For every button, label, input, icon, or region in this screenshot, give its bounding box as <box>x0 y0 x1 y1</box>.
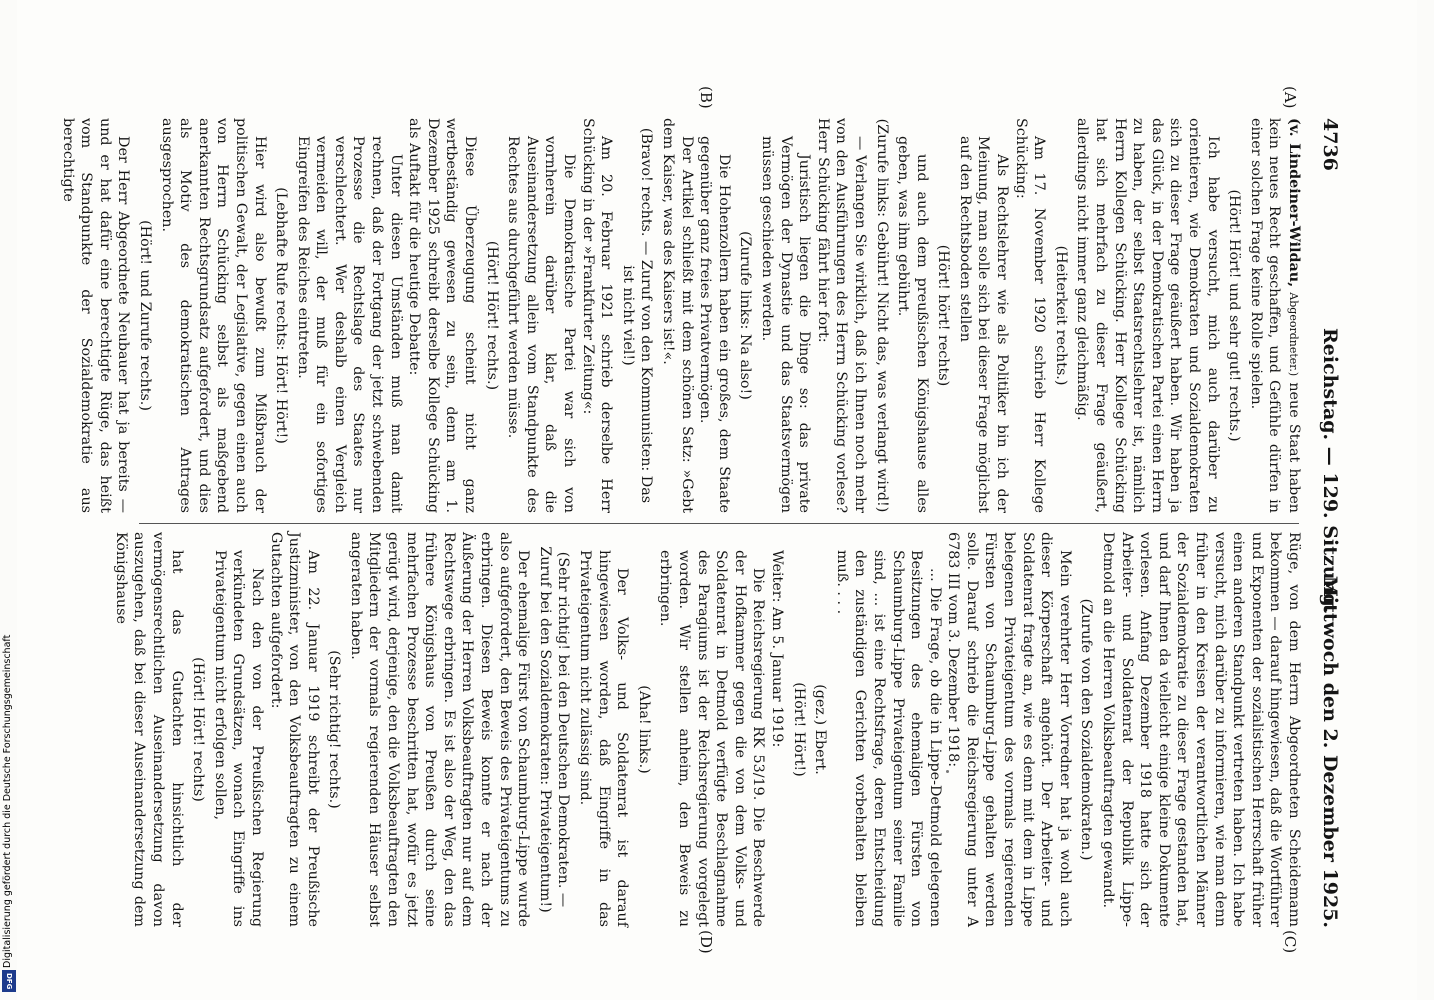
interjection: (Sehr richtig! bei den Deutschen Demokraten. — Zuruf bei den Sozialdemokraten: Privateigentum!) <box>536 546 572 913</box>
page-number: 4736 <box>1319 118 1341 171</box>
interjection: (gez.) Ebert. <box>812 684 829 775</box>
quotation: und auch dem preußischen Königshause alles geben, was ihm gebührt. <box>895 136 930 513</box>
interjection: (Sehr richtig! rechts.) <box>326 650 343 809</box>
page-header <box>1311 118 1341 928</box>
quotation: Die Reichsregierung RK 53/19. Die Beschwerde der Hofkammer gegen die von dem Volks- und Soldatenrat in Detmold verfügte Beschlagnahme des Paragiums ist der Reichsregierung vorgelegt worden. Wir stellen anheim, den Beweis zu erbringen. <box>657 550 767 927</box>
header-date: Mittwoch den 2. Dezember 1925. <box>1319 575 1341 928</box>
rotated-document-page <box>17 0 1417 1000</box>
column-divider <box>139 523 1299 524</box>
speaker-role: Abgeordneter.) <box>1287 287 1300 377</box>
margin-letter-b: (B) <box>697 86 715 109</box>
scan-speck <box>946 770 949 773</box>
dfg-logo: DFG <box>2 970 16 992</box>
quotation: Die Hohenzollern haben ein großes, dem Staate gegenüber ganz freies Privatvermögen. <box>697 136 732 513</box>
quotation: Als Rechtslehrer wie als Politiker bin ich der Meinung, man solle sich bei dieser Frage möglichst auf den Rechtsboden stellen <box>956 136 1011 513</box>
interjection: (Bravo! rechts. — Zuruf von den Kommunisten: Das ist nicht viel!) <box>619 127 655 504</box>
paragraph: Hier wird also bewußt zum Mißbrauch der politischen Gewalt, der Legislative, gegen einen auch von Herrn Schücking selbst als maßgebend anerkannten Rechtsgrundsatz aufgefordert, und dies als Motiv des demokratischen Antrages ausgesprochen. <box>158 118 268 513</box>
margin-letter-c: (C) <box>1281 930 1299 954</box>
interjection: (Heiterkeit rechts.) <box>1052 245 1069 386</box>
interjection: (Zurufe links: Na also!) <box>737 231 754 400</box>
paragraph: hat das Gutachten hinsichtlich der vermögensrechtlichen Auseinandersetzung davon auszugehen, daß bei dieser Auseinandersetzung dem Königshause <box>112 532 185 927</box>
interjection: (Hört! Hört! rechts.) <box>483 240 500 391</box>
interjection: (Hört! Hört! und sehr gut! rechts.) <box>1226 189 1243 442</box>
paragraph: Am 20. Februar 1921 schrieb derselbe Herr Schücking in der »Frankfurter Zeitung«: <box>579 118 615 513</box>
quotation: Die Demokratische Partei war sich von vornherein darüber klar, daß die Auseinandersetzung allein vom Standpunkte des Rechtes aus durchgeführt werden müsse. <box>505 136 578 513</box>
paragraph: Der Artikel schließt mit dem schönen Satz: »Gebt dem Kaiser, was des Kaisers ist!«. <box>660 118 695 513</box>
interjection: (Hört! Hört!) <box>790 682 807 777</box>
paragraph-text: neue Staat haben kein neues Recht geschaffen, und Gefühle dürfen in einer solchen Frage keine Rolle spielen. <box>1247 118 1302 514</box>
paragraph: Der ehemalige Fürst von Schaumburg-Lippe wurde also aufgefordert, den Beweis des Privateigentums zu erbringen. Diesen Beweis konnte er nach der Äußerung der Herren Volksbeauftragten nur auf dem Rechtswege erbringen. Es ist also der Weg, den das frühere Königshaus von Preußen durch seine mehrfachen Prozesse beschritten hat, wofür es jetzt gerügt wird, derjenige, den die Volksbeauftragten den Mitgliedern der vormals regierenden Häuser selbst angeraten haben. <box>347 532 532 927</box>
interjection: (Hört! hört! rechts) <box>935 244 952 387</box>
digitization-credit <box>1 590 17 995</box>
paragraph: Am 22. Januar 1919 schreibt der Preußische Justizminister, von den Volksbeauftragten zu einem Gutachten aufgefordert: <box>267 532 321 927</box>
header-title: Reichstag. — 129. Sitzung. <box>1319 328 1341 614</box>
interjection: (Aha! links.) <box>635 685 652 774</box>
left-text-column <box>58 118 1303 513</box>
paragraph: Diese Überzeugung scheint nicht ganz wertbeständig gewesen zu sein, denn am 1. Dezember 1925 schreibt derselbe Kollege Schücking als Auftakt für die heutige Debatte: <box>406 118 479 513</box>
paragraph: Am 17. November 1920 schrieb Herr Kollege Schücking: <box>1012 118 1048 513</box>
quotation: Der Volks- und Soldatenrat ist darauf hingewiesen worden, daß Eingriffe in das Privateigentum nicht zulässig sind. <box>577 550 631 927</box>
quotation: Juristisch liegen die Dinge so: das private Vermögen der Dynastie und das Staatsvermögen müssen geschieden werden. <box>758 136 813 513</box>
speaker-name: (v. Lindeiner-Wildau, <box>1286 118 1302 288</box>
speaker-paragraph <box>1246 118 1303 513</box>
interjection: (Hört! und Zurufe rechts.) <box>136 220 153 411</box>
interjection: (Zurufe links: Gebührt! Nicht das, was verlangt wird!) <box>873 118 890 513</box>
paragraph: Weiter: Am 5. Januar 1919: <box>768 550 785 748</box>
paragraph: Ich habe versucht, mich auch darüber zu orientieren, wie Demokraten und Sozialdemokraten sich zu dieser Frage geäußert haben. Wir haben ja das Glück, in der Demokratischen Partei einen Herrn zu haben, der selbst Staatsrechtslehrer ist, nämlich Herrn Kollegen Schücking. Herr Kollege Schücking hat sich mehrfach zu dieser Frage geäußert, allerdings nicht immer ganz gleichmäßig. <box>1074 118 1221 513</box>
paragraph: Mein verehrter Herr Vorredner hat ja wohl auch dieser Körperschaft angehört. Der Arbeiter- und Soldatenrat fragte an, wie es denn mit dem in Lippe belegenen Privateigentum des vormals regierenden Fürsten von Schaumburg-Lippe gehalten werden solle. Darauf schrieb die Reichsregierung unter A 6783 III vom 3. Dezember 1918: <box>945 532 1073 927</box>
paragraph: Rüge, von dem Herrn Abgeordneten Scheidemann bekommen — darauf hingewiesen, daß die Wortführer und Exponenten der sozialistischen Herrschaft früher einen anderen Standpunkt vertreten haben. Ich habe versucht, mich darüber zu informieren, wie man denn früher in den Kreisen der verantwortlichen Männer der Sozialdemokratie zu dieser Frage gestanden hat, und darf Ihnen da vielleicht einige kleine Dokumente vorlesen. Anfang Dezember 1918 hatte sich der Arbeiter- und Soldatenrat der Republik Lippe-Detmold an die Herren Volksbeauftragten gewandt. <box>1100 532 1302 927</box>
interjection: (Zurufe von den Sozialdemokraten.) <box>1078 598 1095 861</box>
quotation: ... Die Frage, ob die in Lippe-Detmold gelegenen Besitzungen des ehemaligen Fürsten von Schaumburg-Lippe Privateigentum seiner Familie sind, ... ist eine Rechtsfrage, deren Entscheidung den zuständigen Gerichten vorbehalten bleiben muß. . . . <box>833 550 943 927</box>
interjection: (Hört! Hört! rechts) <box>190 657 207 802</box>
digitization-text: Digitalisierung gefördert durch die Deutsche Forschungsgemeinschaft <box>2 634 13 968</box>
paragraph: Der Herr Abgeordnete Neubauer hat ja bereits — und er hat dafür eine berechtigte Rüge, das heißt vom Standpunkte der Sozialdemokratie aus berechtigte <box>59 118 132 513</box>
quotation: Nach den von der Preußischen Regierung verkündeten Grundsätzen, wonach Eingriffe ins Privateigentum nicht erfolgen sollen, <box>211 550 265 927</box>
margin-letter-a: (A) <box>1281 86 1299 109</box>
paragraph: — Verlangen Sie wirklich, daß ich Ihnen noch mehr von den Ausführungen des Herrn Schücking vorlese? Herr Schücking fährt hier fort: <box>814 118 868 513</box>
quotation: Unter diesen Umständen muß man damit rechnen, daß der Fortgang der jetzt schwebenden Prozesse die Rechtslage des Staates nur verschlechtert. Wer deshalb einen Vergleich vermeiden will, der muß für ein sofortiges Eingreifen des Reiches eintreten. <box>294 136 404 513</box>
right-text-column <box>111 532 1303 927</box>
interjection: (Lebhafte Rufe rechts: Hört! Hört!) <box>273 187 290 444</box>
margin-letter-d: (D) <box>697 930 715 954</box>
